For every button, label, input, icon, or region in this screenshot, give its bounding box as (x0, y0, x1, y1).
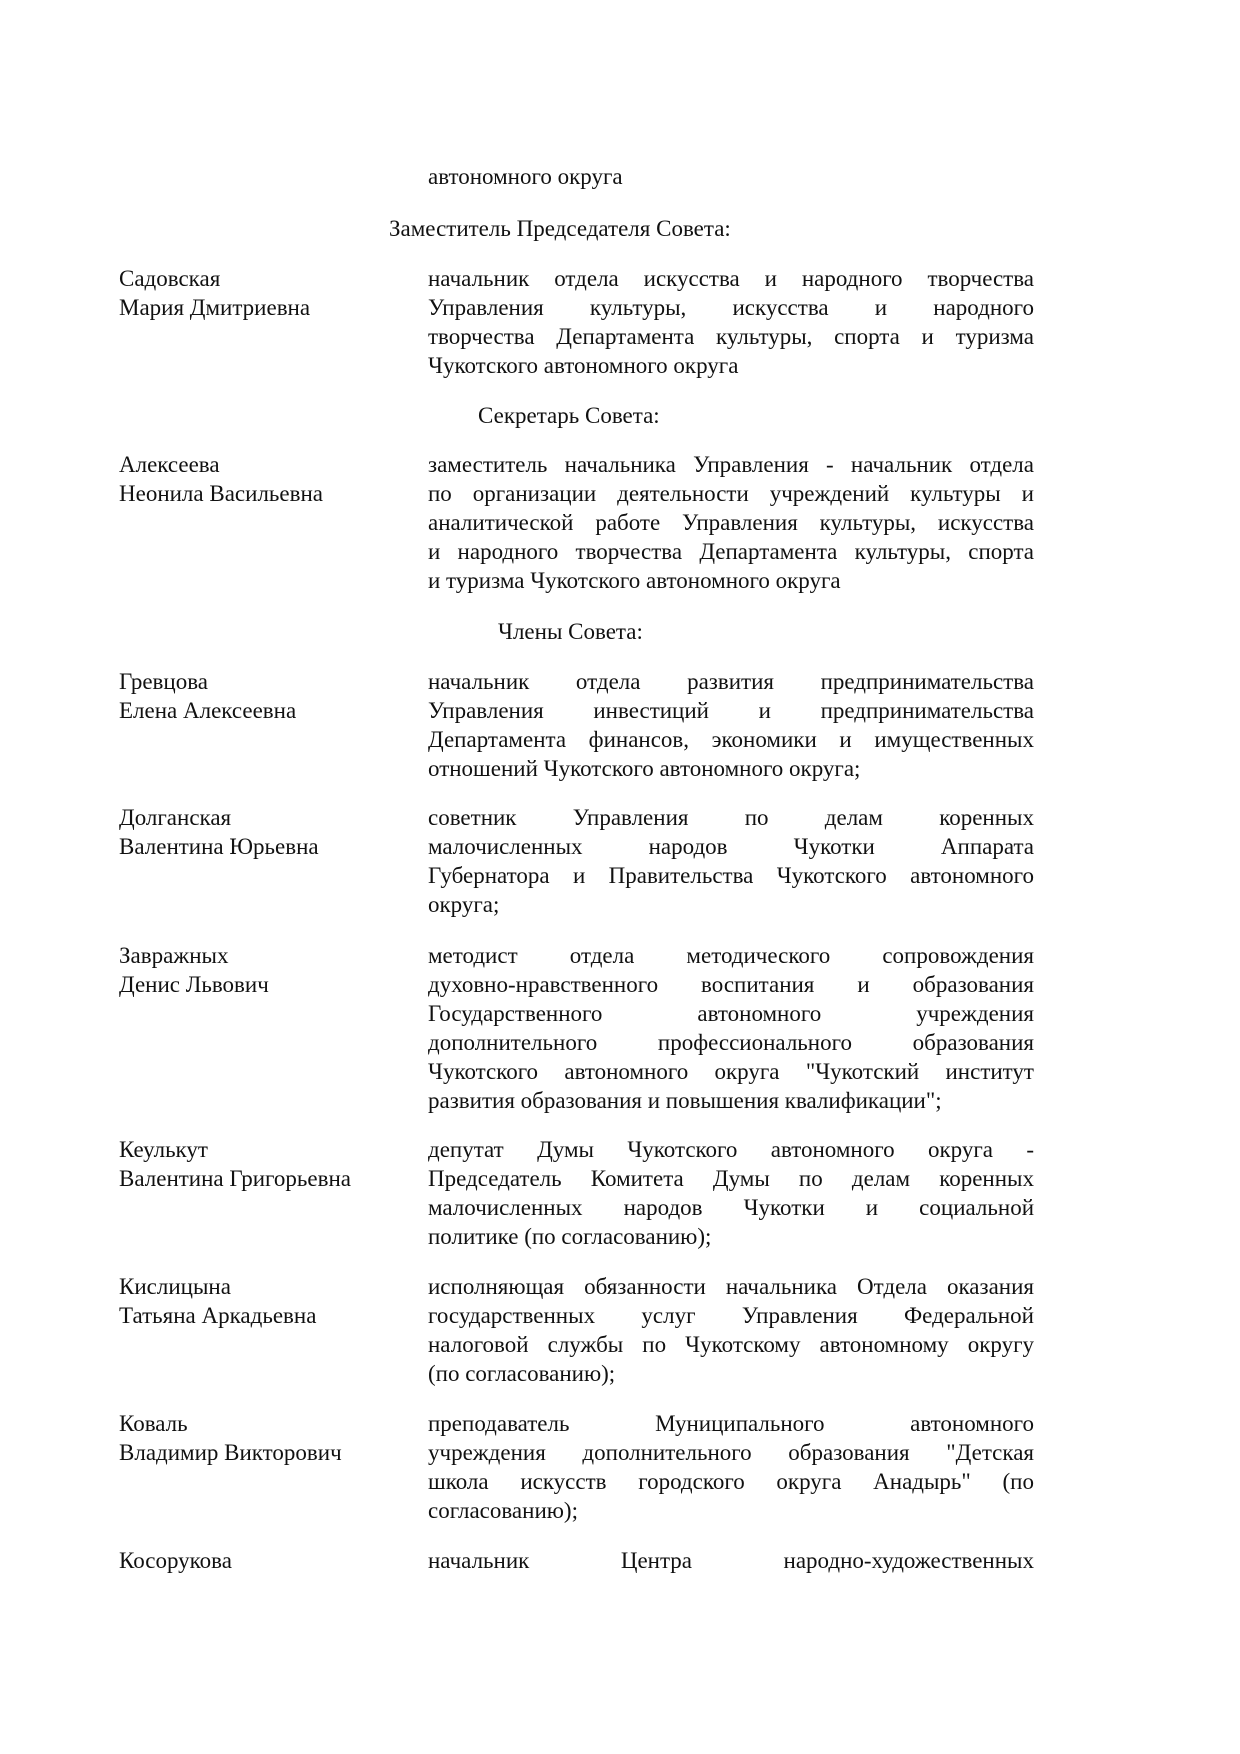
member-surname: Алексеева (119, 452, 220, 477)
member-surname: Гревцова (119, 669, 208, 694)
position-line: преподаватель Муниципального автономного (428, 1411, 1034, 1436)
member-given-names: Елена Алексеевна (119, 698, 297, 723)
member-given-names: Неонила Васильевна (119, 481, 323, 506)
position-line: депутат Думы Чукотского автономного округа - (428, 1137, 1034, 1162)
position-line: по организации деятельности учреждений культуры и (428, 481, 1034, 506)
position-line: округа; (428, 892, 500, 917)
member-name (119, 1546, 409, 1575)
member-position (428, 803, 1034, 919)
position-line: согласованию); (428, 1498, 578, 1523)
position-line: учреждения дополнительного образования "Детская (428, 1440, 1034, 1465)
position-line: исполняющая обязанности начальника Отдела оказания (428, 1274, 1034, 1299)
member-position (428, 1272, 1034, 1388)
member-position (428, 667, 1034, 783)
position-line: государственных услуг Управления Федеральной (428, 1303, 1034, 1328)
member-surname: Кеулькут (119, 1137, 208, 1162)
position-line: начальник Центра народно-художественных (428, 1548, 1034, 1573)
member-position (428, 1135, 1034, 1251)
member-name (119, 667, 409, 725)
position-line: Председатель Комитета Думы по делам коренных (428, 1166, 1034, 1191)
member-position (428, 1409, 1034, 1525)
section-heading: автономного округа (428, 164, 623, 189)
member-position (428, 264, 1034, 380)
member-position (428, 1546, 1034, 1575)
position-line: Государственного автономного учреждения (428, 1001, 1034, 1026)
position-line: малочисленных народов Чукотки и социальной (428, 1195, 1034, 1220)
position-line: школа искусств городского округа Анадырь" (по (428, 1469, 1034, 1494)
position-line: начальник отдела развития предпринимательства (428, 669, 1034, 694)
member-surname: Завражных (119, 943, 229, 968)
position-line: духовно-нравственного воспитания и образования (428, 972, 1034, 997)
member-surname: Коваль (119, 1411, 188, 1436)
position-line: начальник отдела искусства и народного творчества (428, 266, 1034, 291)
position-line: Управления культуры, искусства и народного (428, 295, 1034, 320)
position-line: политике (по согласованию); (428, 1224, 712, 1249)
position-line: и туризма Чукотского автономного округа (428, 568, 841, 593)
position-line: творчества Департамента культуры, спорта и туризма (428, 324, 1034, 349)
position-line: Чукотского автономного округа "Чукотский институт (428, 1059, 1034, 1084)
position-line: дополнительного профессионального образования (428, 1030, 1034, 1055)
position-line: Губернатора и Правительства Чукотского автономного (428, 863, 1034, 888)
position-line: аналитической работе Управления культуры, искусства (428, 510, 1034, 535)
position-line: и народного творчества Департамента культуры, спорта (428, 539, 1034, 564)
member-surname: Косорукова (119, 1548, 232, 1573)
position-line: развития образования и повышения квалификации"; (428, 1088, 942, 1113)
member-name (119, 1409, 409, 1467)
member-given-names: Татьяна Аркадьевна (119, 1303, 317, 1328)
position-line: отношений Чукотского автономного округа; (428, 756, 861, 781)
member-given-names: Мария Дмитриевна (119, 295, 311, 320)
member-surname: Садовская (119, 266, 221, 291)
position-line: (по согласованию); (428, 1361, 616, 1386)
member-surname: Долганская (119, 805, 232, 830)
member-name (119, 264, 409, 322)
section-heading: Заместитель Председателя Совета: (389, 216, 731, 241)
member-given-names: Валентина Григорьевна (119, 1166, 351, 1191)
member-name (119, 450, 409, 508)
position-line: Департамента финансов, экономики и имущественных (428, 727, 1034, 752)
member-surname: Кислицына (119, 1274, 231, 1299)
position-line: заместитель начальника Управления - начальник отдела (428, 452, 1034, 477)
position-line: методист отдела методического сопровождения (428, 943, 1034, 968)
section-heading: Секретарь Совета: (478, 403, 660, 428)
position-line: Чукотского автономного округа (428, 353, 739, 378)
member-given-names: Владимир Викторович (119, 1440, 342, 1465)
position-line: Управления инвестиций и предпринимательства (428, 698, 1034, 723)
position-line: налоговой службы по Чукотскому автономному округу (428, 1332, 1034, 1357)
member-name (119, 803, 409, 861)
member-given-names: Валентина Юрьевна (119, 834, 319, 859)
position-line: малочисленных народов Чукотки Аппарата (428, 834, 1034, 859)
member-given-names: Денис Львович (119, 972, 269, 997)
member-position (428, 450, 1034, 595)
member-name (119, 1135, 409, 1193)
position-line: советник Управления по делам коренных (428, 805, 1034, 830)
member-position (428, 941, 1034, 1115)
member-name (119, 1272, 409, 1330)
member-name (119, 941, 409, 999)
section-heading: Члены Совета: (498, 619, 643, 644)
